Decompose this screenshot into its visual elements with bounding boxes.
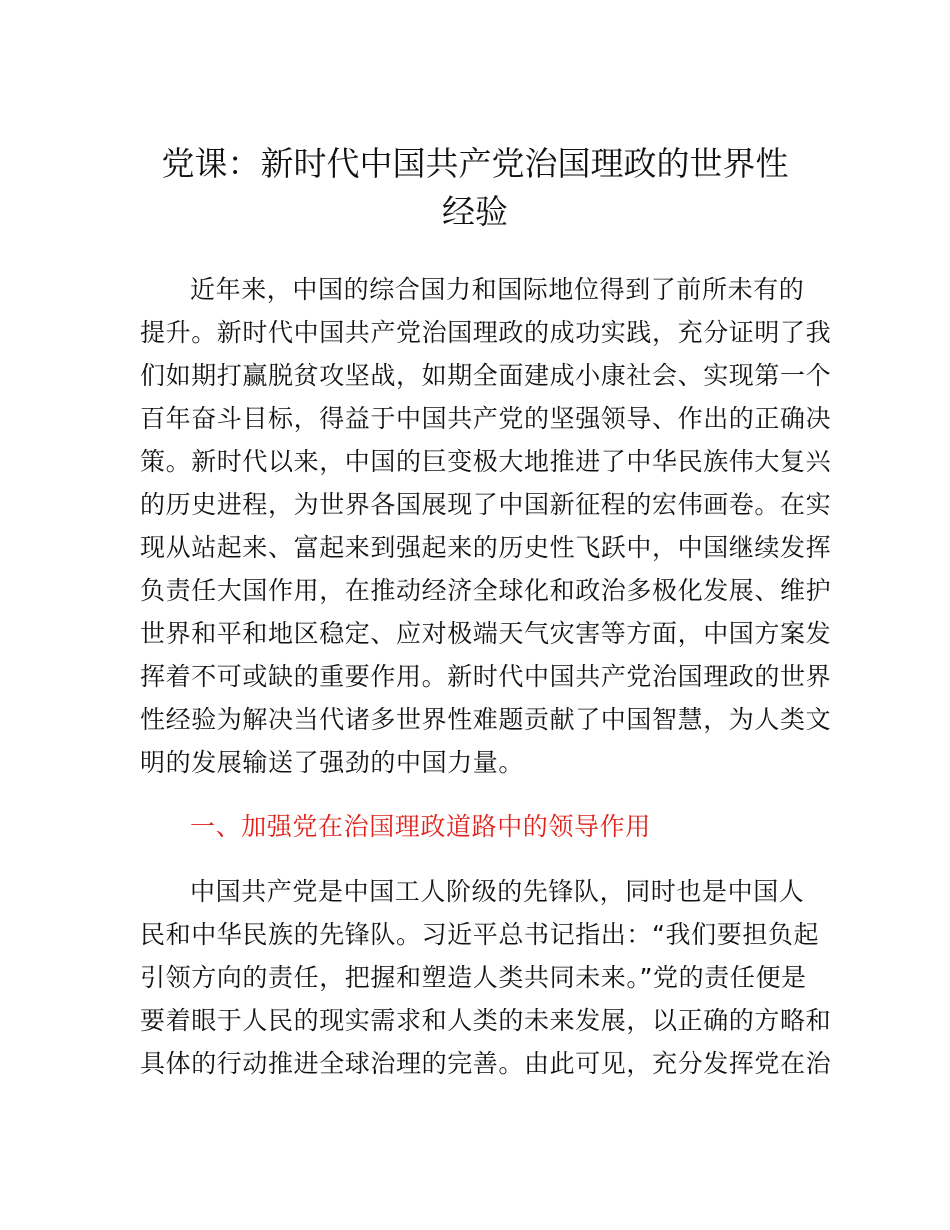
paragraph-1-line: 们如期打赢脱贫攻坚战，如期全面建成小康社会、实现第一个 <box>140 361 832 390</box>
paragraph-1-line: 现从站起来、富起来到强起来的历史性飞跃中，中国继续发挥 <box>140 533 832 562</box>
paragraph-2-line: 引领方向的责任，把握和塑造人类共同未来。”党的责任便是 <box>140 963 807 992</box>
paragraph-2-line: 具体的行动推进全球治理的完善。由此可见，充分发挥党在治 <box>140 1049 832 1078</box>
paragraph-1-line: 负责任大国作用，在推动经济全球化和政治多极化发展、维护 <box>140 576 832 605</box>
paragraph-1-line: 的历史进程，为世界各国展现了中国新征程的宏伟画卷。在实 <box>140 490 832 519</box>
section-heading-1: 一、加强党在治国理政道路中的领导作用 <box>190 812 651 841</box>
document-title <box>120 140 830 236</box>
paragraph-2-line: 民和中华民族的先锋队。习近平总书记指出：“我们要担负起 <box>140 920 820 949</box>
paragraph-1-line: 百年奋斗目标，得益于中国共产党的坚强领导、作出的正确决 <box>140 404 832 433</box>
paragraph-2-line: 要着眼于人民的现实需求和人类的未来发展，以正确的方略和 <box>140 1006 832 1035</box>
title-line-2: 经验 <box>442 192 508 231</box>
paragraph-1-line: 挥着不可或缺的重要作用。新时代中国共产党治国理政的世界 <box>140 662 832 691</box>
paragraph-1-line: 近年来，中国的综合国力和国际地位得到了前所未有的 <box>190 275 805 304</box>
paragraph-1-line: 世界和平和地区稳定、应对极端天气灾害等方面，中国方案发 <box>140 619 832 648</box>
paragraph-1-line: 性经验为解决当代诸多世界性难题贡献了中国智慧，为人类文 <box>140 705 832 734</box>
paragraph-2-line: 中国共产党是中国工人阶级的先锋队，同时也是中国人 <box>190 877 805 906</box>
title-line-1: 党课：新时代中国共产党治国理政的世界性 <box>161 144 789 183</box>
paragraph-1-line: 提升。新时代中国共产党治国理政的成功实践，充分证明了我 <box>140 318 832 347</box>
paragraph-1-line: 明的发展输送了强劲的中国力量。 <box>140 748 525 777</box>
paragraph-1-line: 策。新时代以来，中国的巨变极大地推进了中华民族伟大复兴 <box>140 447 832 476</box>
